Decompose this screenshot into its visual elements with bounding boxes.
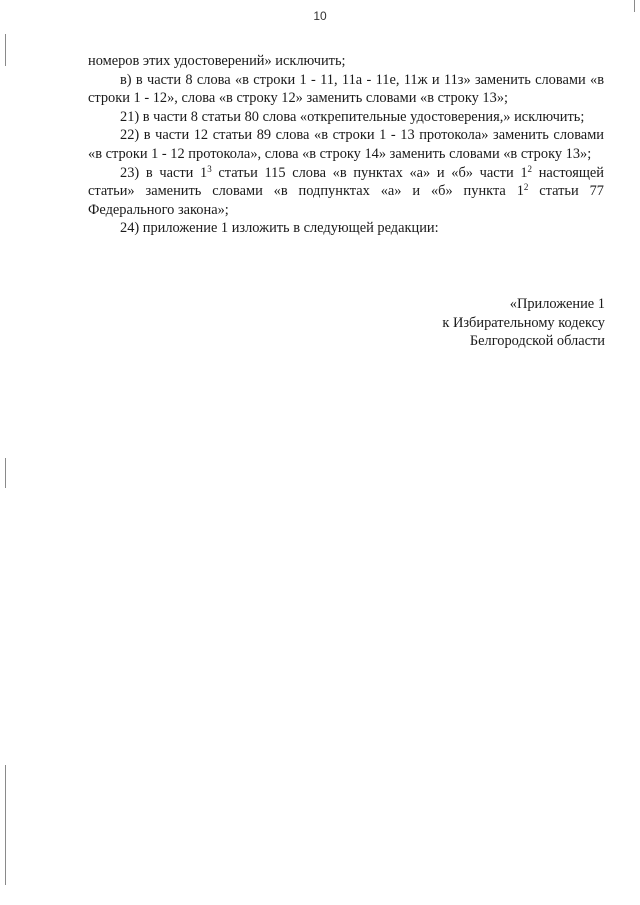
paragraph-item-23-part-d: статьи 77 Федерального закона»; <box>88 183 604 218</box>
document-body <box>88 52 604 238</box>
paragraph-item-24: 24) приложение 1 изложить в следующей редакции: <box>120 220 439 237</box>
scan-edge-mark-top <box>5 34 6 66</box>
scan-edge-mark-bottom <box>5 765 6 885</box>
paragraph-item-23-part-b: статьи 115 слова «в пунктах «а» и «б» части 1 <box>211 164 528 181</box>
paragraph-item-23 <box>88 164 604 220</box>
page-number: 10 <box>313 9 327 23</box>
superscript: 2 <box>527 163 533 174</box>
appendix-heading-line-3: Белгородской области <box>469 333 605 350</box>
appendix-heading <box>442 295 605 351</box>
appendix-heading-line-2: к Избирательному кодексу <box>442 314 605 331</box>
paragraph-continuation: номеров этих удостоверений» исключить; <box>88 53 346 69</box>
paragraph-item-v: в) в части 8 слова «в строки 1 - 11, 11а - 11е, 11ж и 11з» заменить словами «в строки 1 - 12», слова «в строку 12» заменить словами «в строку 13»; <box>88 71 604 107</box>
paragraph-item-21: 21) в части 8 статьи 80 слова «открепительные удостоверения,» исключить; <box>120 108 585 125</box>
appendix-heading-line-1: «Приложение 1 <box>509 296 605 312</box>
paragraph-item-22: 22) в части 12 статьи 89 слова «в строки 1 - 13 протокола» заменить словами «в строки 1 - 12 протокола», слова «в строку 14» заменить словами «в строку 13»; <box>88 127 604 162</box>
paragraph-item-23-part-c: настоящей статьи» заменить словами «в подпунктах «а» и «б» пункта 1 <box>88 164 605 200</box>
scan-edge-mark-middle <box>5 458 6 488</box>
superscript: 2 <box>523 182 529 193</box>
paragraph-item-23-part-a: 23) в части 1 <box>120 164 208 181</box>
superscript: 3 <box>207 163 212 174</box>
